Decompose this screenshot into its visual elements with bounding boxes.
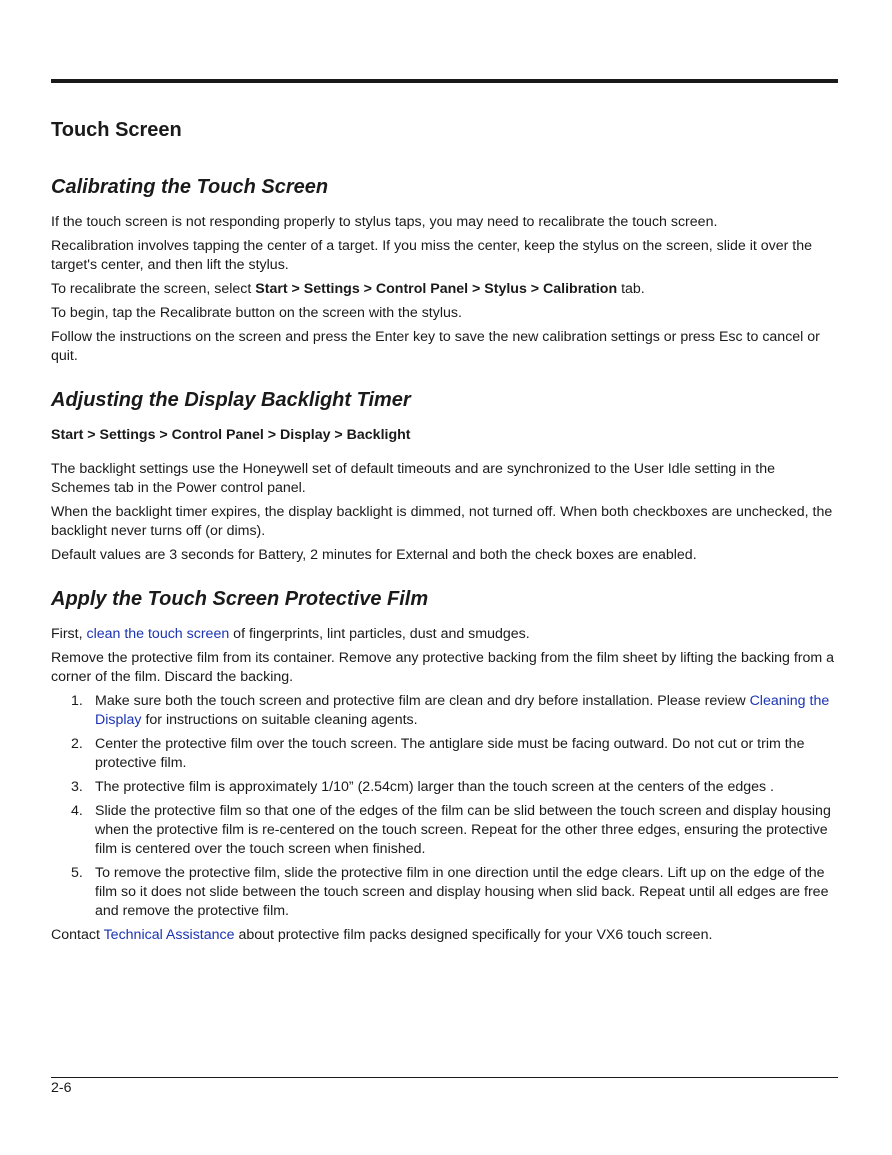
contact-paragraph	[51, 926, 838, 945]
film-intro-prefix: First,	[51, 626, 87, 642]
film-step-5	[51, 864, 838, 921]
step-text: To remove the protective film, slide the protective film in one direction until the edge clears. Lift up on the edge of the film so it does not slide between the touch screen and display housing when slid back. Repeat until all edges are free and remove the protective film.	[95, 865, 829, 919]
backlight-section	[51, 386, 838, 565]
calibration-heading: Calibrating the Touch Screen	[51, 176, 329, 198]
backlight-defaults-text: Default values are 3 seconds for Battery, 2 minutes for External and both the check boxes are enabled.	[51, 547, 697, 563]
calibration-instructions: Follow the instructions on the screen and press the Enter key to save the new calibration settings or press Esc to cancel or quit.	[51, 329, 820, 364]
calibration-path-paragraph	[51, 280, 838, 299]
step-number: 5.	[71, 865, 83, 881]
footer-rule	[51, 1077, 838, 1078]
calibration-description: Recalibration involves tapping the center of a target. If you miss the center, keep the stylus on the screen, slide it over the target's center, and then lift the stylus.	[51, 238, 813, 273]
calibration-begin: To begin, tap the Recalibrate button on the screen with the stylus.	[51, 305, 462, 321]
calibration-path-suffix: tab.	[617, 281, 645, 297]
contact-prefix: Contact	[51, 927, 104, 943]
film-intro-suffix: of fingerprints, lint particles, dust and smudges.	[229, 626, 530, 642]
step-number: 2.	[71, 736, 83, 752]
calibration-menu-path: Start > Settings > Control Panel > Stylus > Calibration	[255, 281, 618, 297]
film-steps-list	[51, 692, 838, 921]
step-text: Center the protective film over the touch screen. The antiglare side must be facing outward. Do not cut or trim the protective film.	[95, 736, 805, 771]
calibration-intro: If the touch screen is not responding properly to stylus taps, you may need to recalibrate the touch screen.	[51, 214, 718, 230]
contact-suffix: about protective film packs designed specifically for your VX6 touch screen.	[234, 927, 713, 943]
step-number: 4.	[71, 803, 83, 819]
film-step-4	[51, 802, 838, 859]
page-number: 2-6	[51, 1080, 72, 1096]
backlight-timer-text: When the backlight timer expires, the display backlight is dimmed, not turned off. When both checkboxes are unchecked, the backlight never turns off (or dims).	[51, 504, 833, 539]
film-step-3	[51, 778, 838, 797]
step-number: 3.	[71, 779, 83, 795]
film-section	[51, 585, 838, 945]
step-text-prefix: Make sure both the touch screen and protective film are clean and dry before installation. Please review	[95, 693, 750, 709]
page-content	[51, 116, 838, 965]
technical-assistance-link[interactable]: Technical Assistance	[103, 927, 235, 943]
clean-touch-screen-link[interactable]: clean the touch screen	[86, 626, 230, 642]
cleaning-the-display-link[interactable]: Cleaning the Display	[95, 693, 830, 728]
film-step-2	[51, 735, 838, 773]
film-heading: Apply the Touch Screen Protective Film	[51, 588, 429, 610]
header-rule	[51, 79, 838, 83]
step-text: The protective film is approximately 1/10” (2.54cm) larger than the touch screen at the centers of the edges .	[95, 779, 774, 795]
film-intro	[51, 625, 838, 644]
step-number: 1.	[71, 693, 83, 709]
step-text-suffix: for instructions on suitable cleaning agents.	[141, 712, 418, 728]
film-step-1	[51, 692, 838, 730]
page-title: Touch Screen	[51, 119, 182, 141]
calibration-path-prefix: To recalibrate the screen, select	[51, 281, 256, 297]
film-remove-backing: Remove the protective film from its container. Remove any protective backing from the film sheet by lifting the backing from a corner of the film. Discard the backing.	[51, 650, 835, 685]
backlight-menu-path: Start > Settings > Control Panel > Display > Backlight	[51, 427, 411, 443]
backlight-settings-text: The backlight settings use the Honeywell set of default timeouts and are synchronized to the User Idle setting in the Schemes tab in the Power control panel.	[51, 461, 775, 496]
step-text: Slide the protective film so that one of the edges of the film can be slid between the touch screen and display housing when the protective film is re-centered on the touch screen. Repeat for the other three edges, ensuring the protective film is centered over the touch screen when finished.	[95, 803, 831, 857]
backlight-heading: Adjusting the Display Backlight Timer	[51, 389, 411, 411]
calibration-section	[51, 173, 838, 366]
